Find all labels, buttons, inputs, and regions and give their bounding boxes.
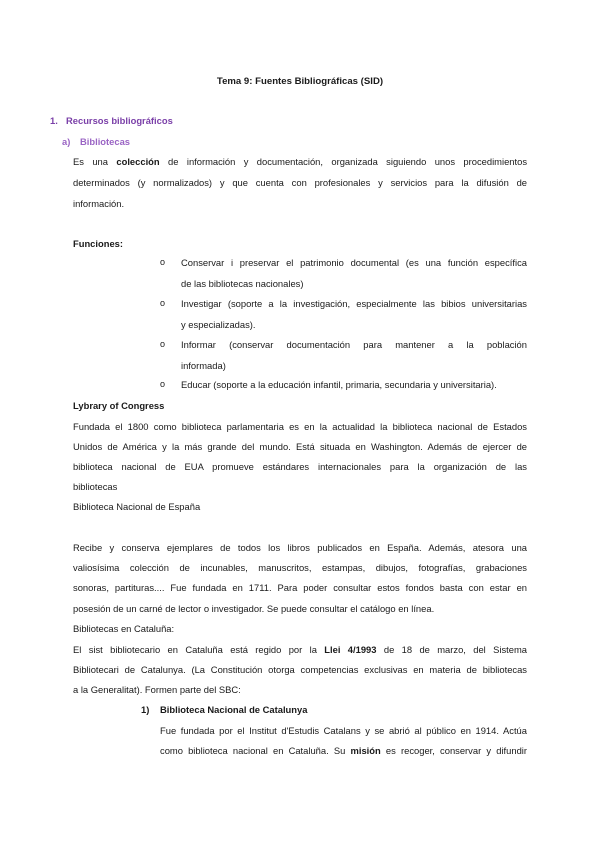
text-run: como biblioteca nacional en Cataluña. Su [160, 745, 351, 756]
bullet-marker: o [160, 379, 166, 389]
bne-line-1: Recibe y conserva ejemplares de todos los libros publicados en España. Además, atesora una [73, 542, 527, 553]
section-number: 1. [50, 115, 58, 126]
intro-line-2: determinados (y normalizados) y que cuenta con profesionales y servicios para la difusión de [73, 177, 527, 188]
bnc-heading: Biblioteca Nacional de Catalunya [160, 704, 308, 715]
cataluna-heading: Bibliotecas en Cataluña: [73, 623, 175, 634]
bullet-marker: o [160, 298, 166, 308]
funcion-2-line-2: y especializadas). [181, 319, 256, 330]
text-run: de 18 de marzo, del Sistema [376, 644, 527, 655]
text-run: El sist bibliotecario en Cataluña está regido por la [73, 644, 325, 655]
bne-line-4: posesión de un carné de lector o investigador. Se puede consultar el catálogo en línea. [73, 603, 435, 614]
funciones-heading: Funciones: [73, 238, 124, 249]
library-congress-line-3: biblioteca nacional de EUA promueve estándares internacionales para la organización de las [73, 461, 527, 472]
text-run: de información y documentación, organizada siguiendo unos procedimientos [159, 156, 528, 167]
subsection-heading: Bibliotecas [80, 136, 131, 147]
text-run: es recoger, conservar y difundir [380, 745, 527, 756]
bnc-line-1: Fue fundada por el Institut d'Estudis Catalans y se abrió al público en 1914. Actúa [160, 725, 527, 736]
funcion-3-line-1: Informar (conservar documentación para mantener a la población [181, 339, 527, 350]
library-congress-line-2: Unidos de América y la más grande del mundo. Está situada en Washington. Además de ejercer de [73, 441, 527, 452]
bullet-marker: o [160, 257, 166, 267]
cataluna-line-1 [73, 639, 527, 660]
bnc-line-2 [160, 740, 527, 761]
list-number: 1) [141, 704, 150, 715]
library-congress-line-1: Fundada el 1800 como biblioteca parlamentaria es en la actualidad la biblioteca nacional de Estados [73, 421, 527, 432]
section-heading: Recursos bibliográficos [66, 115, 173, 126]
bne-line-3: sonoras, partituras.... Fue fundada en 1711. Para poder consultar estos fondos basta con estar en [73, 582, 527, 593]
funcion-1-line-2: de las bibliotecas nacionales) [181, 278, 304, 289]
text-run: Es una [73, 156, 117, 167]
bne-line-2: valiosísima colección de incunables, manuscritos, estampas, dibujos, fotografías, grabaciones [73, 562, 527, 573]
intro-line-1 [73, 151, 527, 172]
funcion-2-line-1: Investigar (soporte a la investigación, especialmente las bibios universitarias [181, 298, 527, 309]
cataluna-line-3: a la Generalitat). Formen parte del SBC: [73, 684, 241, 695]
bne-heading: Biblioteca Nacional de España [73, 501, 201, 512]
bullet-marker: o [160, 339, 166, 349]
cataluna-line-2: Bibliotecari de Catalunya. (La Constitución otorga competencias exclusivas en materia de bibliotecas [73, 664, 527, 675]
bold-term: misión [350, 745, 381, 756]
funcion-4-line-1: Educar (soporte a la educación infantil, primaria, secundaria y universitaria). [181, 379, 497, 390]
funcion-3-line-2: informada) [181, 360, 226, 371]
subsection-letter: a) [62, 136, 71, 147]
funcion-1-line-1: Conservar i preservar el patrimonio documental (es una función específica [181, 257, 527, 268]
library-congress-line-4: bibliotecas [73, 481, 118, 492]
bold-term: colección [116, 156, 160, 167]
library-congress-heading: Lybrary of Congress [73, 400, 165, 411]
page-title: Tema 9: Fuentes Bibliográficas (SID) [216, 76, 384, 87]
intro-line-3: información. [73, 198, 125, 209]
bold-term: Llei 4/1993 [324, 644, 377, 655]
